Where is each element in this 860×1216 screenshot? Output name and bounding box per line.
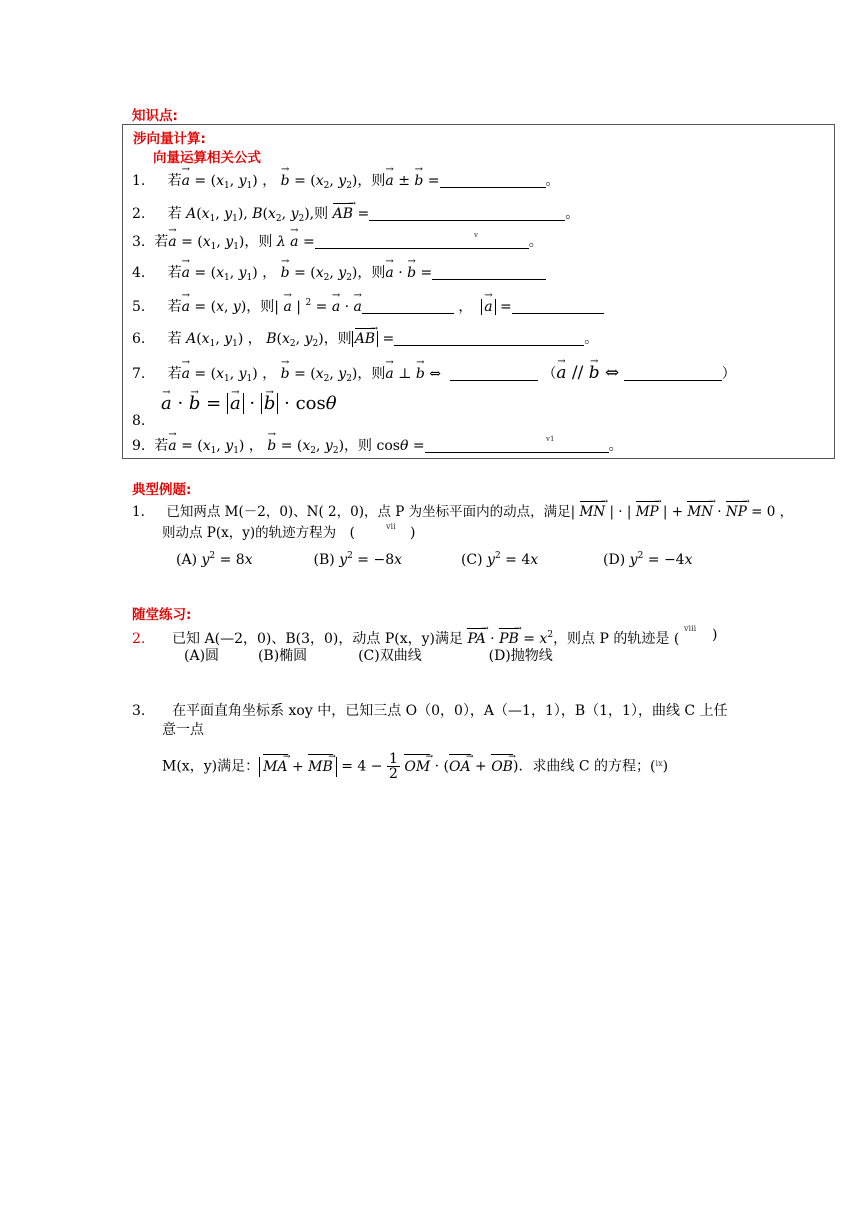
practice-2-close-paren: )	[712, 627, 718, 643]
practice-2-line-1: 2. 已知 A(—2，0)、B(3，0)，动点 P(x，y)满足 PA → · PB → = $x^2$，则点 P 的轨迹是 (	[132, 626, 679, 648]
formula-item-5: 5. 若→ a = (x, y)，则| → a | $^2$ = → a · → a ， → a =	[132, 294, 604, 316]
practice-3-line-2: 意一点	[162, 722, 204, 738]
example-1-options: (A) $y^2 = 8x$ (B) $y^2 = -8x$ (C) $y^2 = 4x$ (D) $y^2 = -4x$	[176, 551, 693, 568]
item-number: 1.	[132, 173, 146, 189]
option-c: (C)双曲线	[358, 648, 422, 664]
formula-item-8-expression: → a · → b = → a · → b · cosθ	[161, 392, 337, 416]
example-1-line-2: 则动点 P(x，y)的轨迹方程为 (	[162, 525, 355, 541]
formula-item-1: 1. 若→ $a = (x_1$, $y_1$) ， → $b = (x_2$, $y_2$)，则→ a ± → b = 。	[132, 172, 560, 195]
formula-item-3: 3. 若→ $a = (x_1$, $y_1$)，则 λ → a = 。	[132, 233, 543, 256]
formula-item-6: 6. 若 $A(x_1$, $y_1$) ， $B(x_2$, $y_2$)，则 AB → = 。	[132, 328, 598, 353]
option-d: (D)	[603, 552, 626, 568]
practice-3-line-3: M(x，y)满足： MA → + MB → = 4 − $\frac{1}{2}$ OM → · (OA → + OB →)．求曲线 C 的方程；($^{ix}$)	[162, 752, 668, 781]
box-heading-formulas: 向量运算相关公式	[153, 150, 261, 166]
practice-2-options	[184, 647, 553, 665]
option-d: (D)抛物线	[488, 648, 553, 664]
example-1-line-1: 1. 已知两点 M(－2，0)、N( 2，0)，点 P 为坐标平面内的动点，满足| MN → | · | MP → | + MN → · NP → = 0 ，	[132, 501, 793, 521]
practice-2-number: 2.	[132, 631, 146, 647]
footnote-marker-v: v	[474, 231, 478, 239]
box-heading-vector: 涉向量计算:	[133, 131, 206, 147]
option-b: (B)椭圆	[257, 648, 308, 664]
practice-3-line-1: 3. 在平面直角坐标系 xoy 中，已知三点 O（0，0），A（—1，1），B（1，1），曲线 C 上任	[132, 703, 728, 719]
formula-item-2: 2. 若 $A(x_1$, $y_1$), $B(x_2$, $y_2$),则 AB → = 。	[132, 203, 579, 228]
option-a: (A)	[176, 552, 198, 568]
footnote-marker-v1: v1	[546, 435, 555, 443]
formula-item-4: 4. 若→ $a = (x_1$, $y_1$) ， → $b = (x_2$, $y_2$)，则→ a · → b =	[132, 264, 546, 287]
footnote-marker-ix: ix	[655, 758, 663, 768]
footnote-marker-viii: viii	[684, 624, 697, 633]
formula-item-9: 9. 若→ $a = (x_1$, $y_1$) ， → $b = (x_2$, $y_2$)，则 cosθ = 。	[132, 437, 623, 460]
formula-item-7: 7. 若→ $a = (x_1$, $y_1$) ， → $b = (x_2$, $y_2$)，则→ a ⊥ → b ⇔ （→ a // → b ⇔ ）	[132, 364, 736, 388]
option-a: (A)圆	[184, 648, 220, 664]
option-b: (B)	[313, 552, 335, 568]
section-title-examples: 典型例题:	[132, 482, 192, 498]
formula-item-8-number: 8.	[132, 413, 146, 429]
option-c: (C)	[460, 552, 483, 568]
example-1-close-paren: )	[410, 525, 416, 541]
section-title-knowledge: 知识点:	[132, 108, 178, 124]
footnote-marker-vii: vii	[386, 522, 396, 531]
section-title-practice: 随堂练习:	[132, 607, 192, 623]
